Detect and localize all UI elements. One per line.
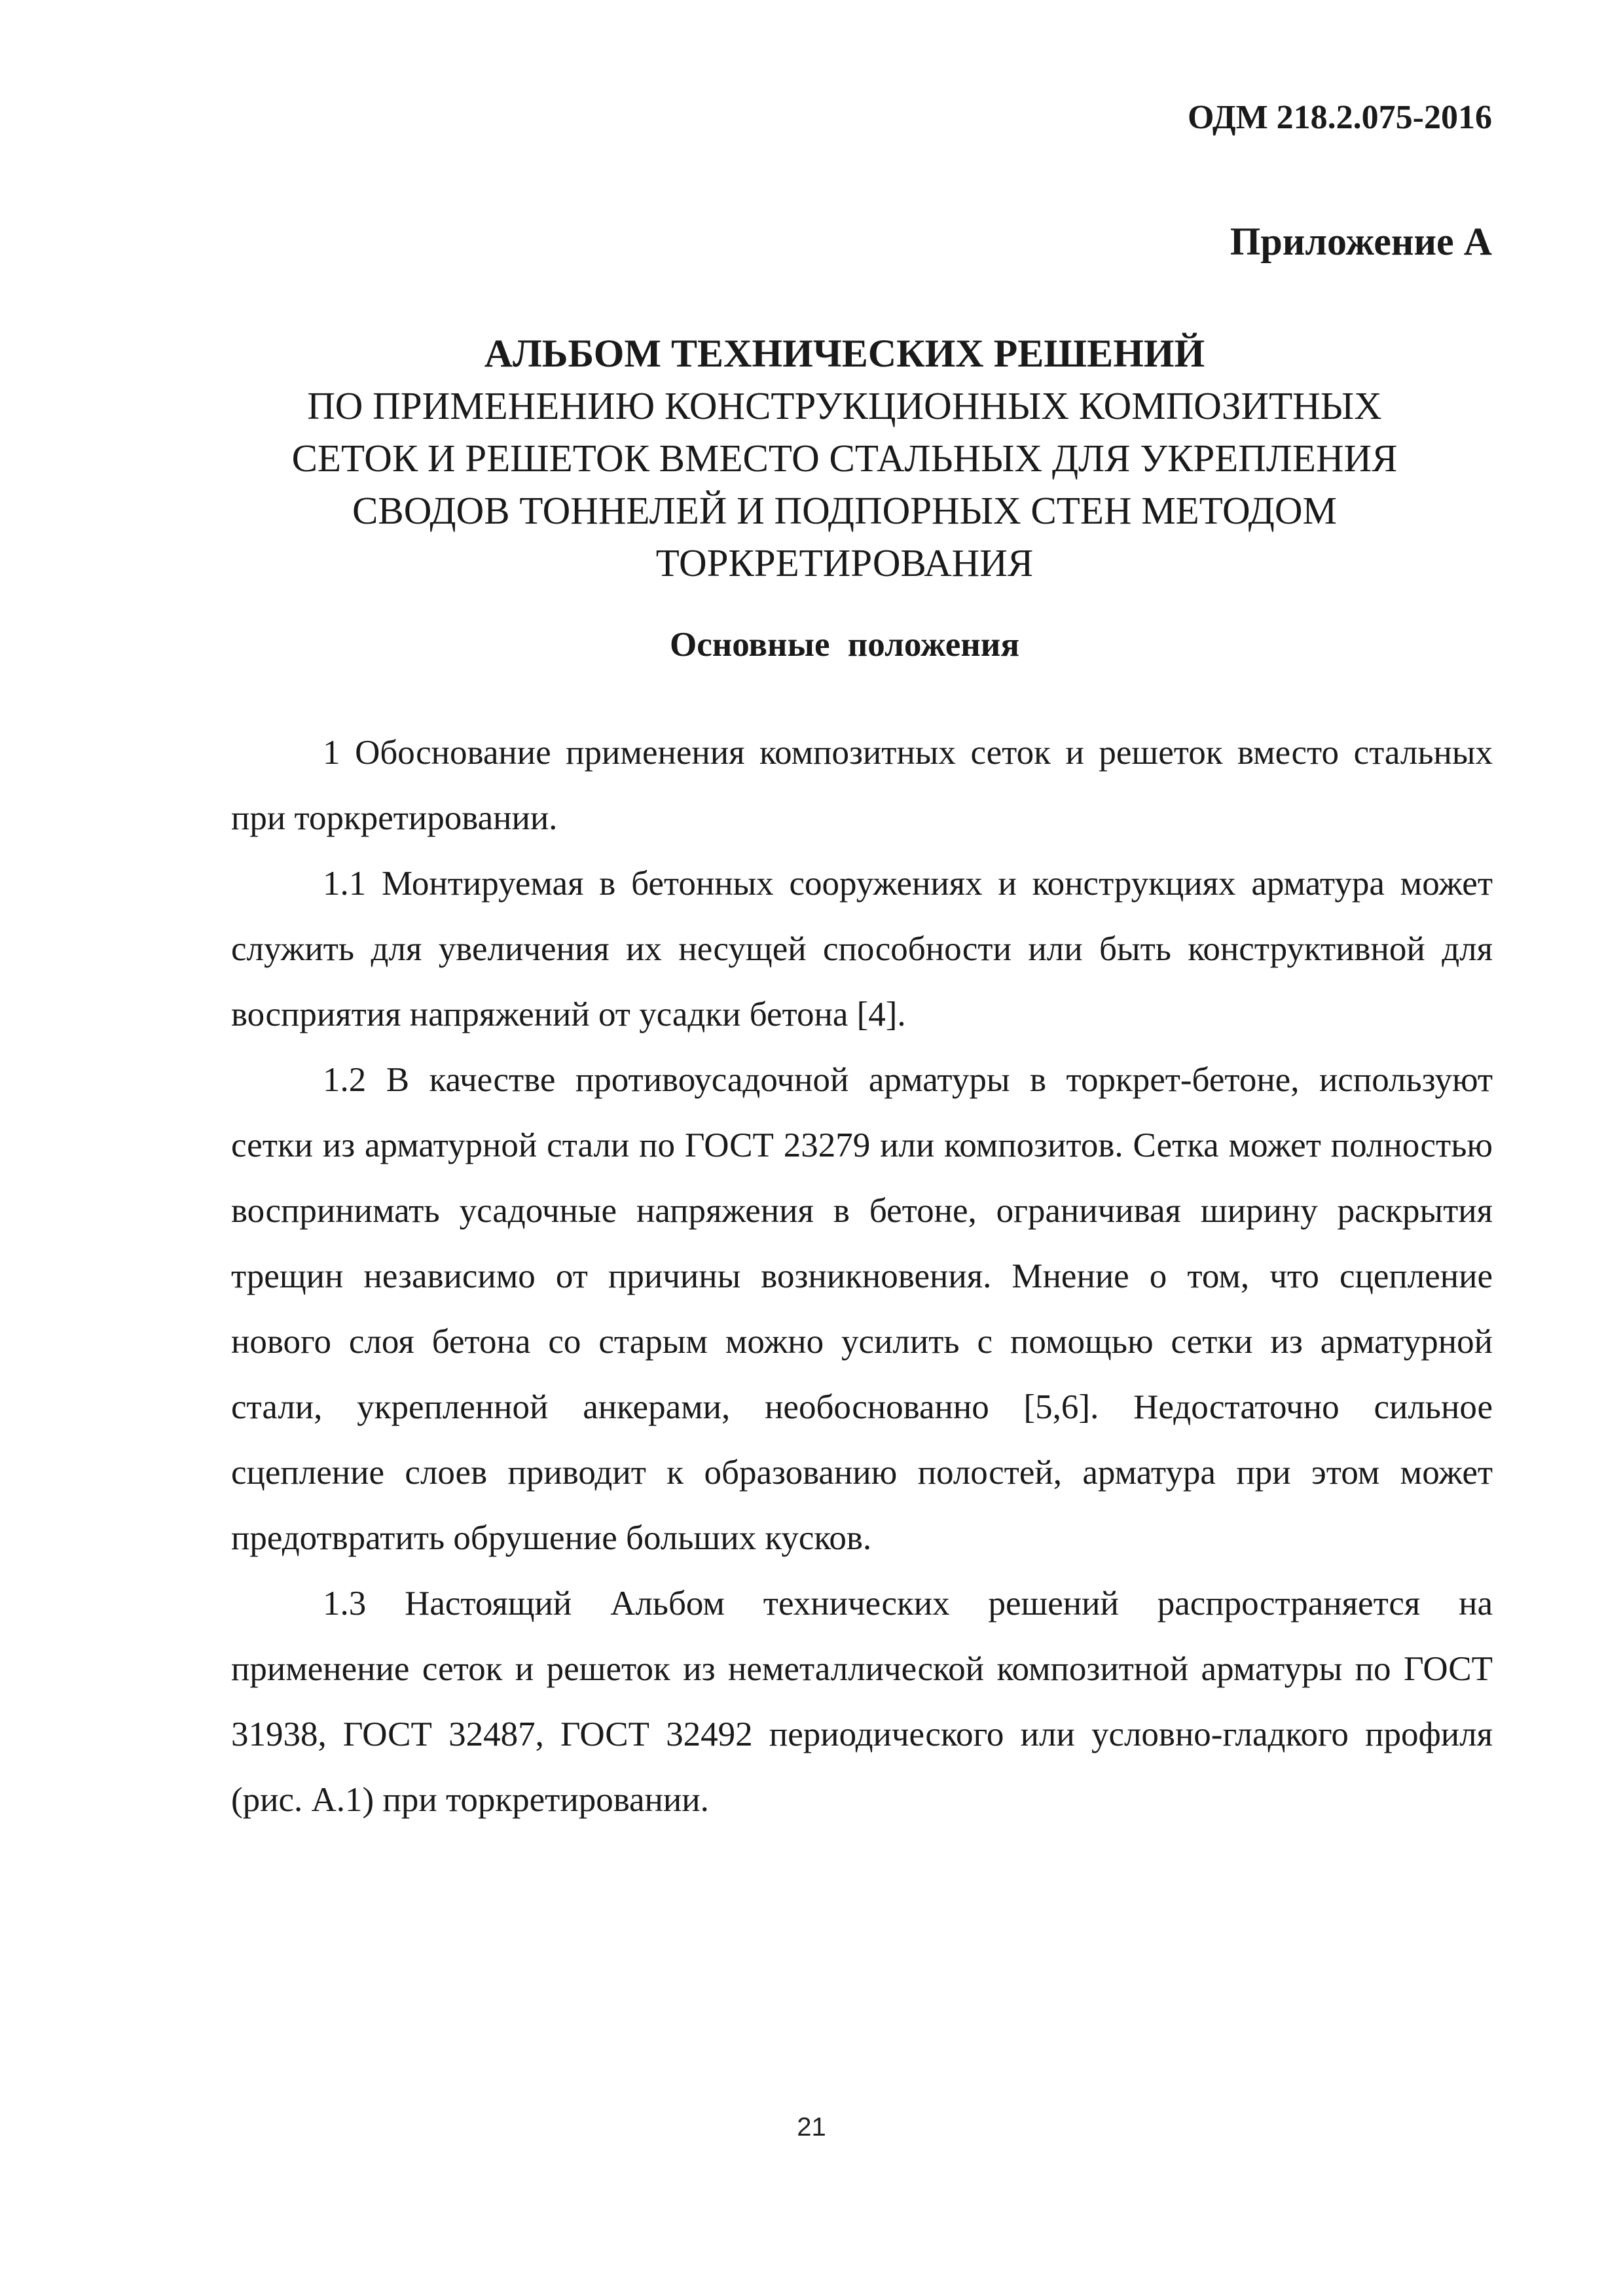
title-line-1: АЛЬБОМ ТЕХНИЧЕСКИХ РЕШЕНИЙ <box>484 332 1205 375</box>
title-line-5: ТОРКРЕТИРОВАНИЯ <box>655 541 1034 584</box>
paragraph-1-2: 1.2 В качестве противоусадочной арматуры в торкрет-бетоне, используют сетки из арматурной стали по ГОСТ 23279 или композитов. Сетка может полностью воспринимать усадочные напряжения в бетоне, ограничивая ширину раскрытия трещин независимо от причины возникновения. Мнение о том, что сцепление нового слоя бетона со старым можно усилить с помощью сетки из арматурной стали, укрепленной анкерами, необоснованно [5,6]. Недостаточно сильное сцепление слоев приводит к образованию полостей, арматура при этом может предотвратить обрушение больших кусков. <box>231 1061 1493 1557</box>
document-code: ОДМ 218.2.075-2016 <box>1187 99 1492 136</box>
title-line-2: ПО ПРИМЕНЕНИЮ КОНСТРУКЦИОННЫХ КОМПОЗИТНЫХ <box>307 384 1382 427</box>
section-heading: Основные положения <box>669 626 1020 664</box>
page-number: 21 <box>797 2113 826 2142</box>
paragraph-1-3: 1.3 Настоящий Альбом технических решений распространяется на применение сеток и решеток из неметаллической композитной арматуры по ГОСТ 31938, ГОСТ 32487, ГОСТ 32492 периодического или условно-гладкого профиля (рис. А.1) при торкретировании. <box>231 1585 1493 1819</box>
appendix-label: Приложение А <box>1230 220 1492 263</box>
paragraph-1-1: 1.1 Монтируемая в бетонных сооружениях и конструкциях арматура может служить для увеличения их несущей способности или быть конструктивной для восприятия напряжений от усадки бетона [4]. <box>231 865 1493 1033</box>
paragraph-1: 1 Обоснование применения композитных сеток и решеток вместо стальных при торкретировании. <box>231 734 1493 837</box>
title-line-3: СЕТОК И РЕШЕТОК ВМЕСТО СТАЛЬНЫХ ДЛЯ УКРЕПЛЕНИЯ <box>291 437 1398 480</box>
title-line-4: СВОДОВ ТОННЕЛЕЙ И ПОДПОРНЫХ СТЕН МЕТОДОМ <box>352 489 1337 532</box>
body-text <box>231 720 1493 1833</box>
document-title <box>196 327 1493 589</box>
